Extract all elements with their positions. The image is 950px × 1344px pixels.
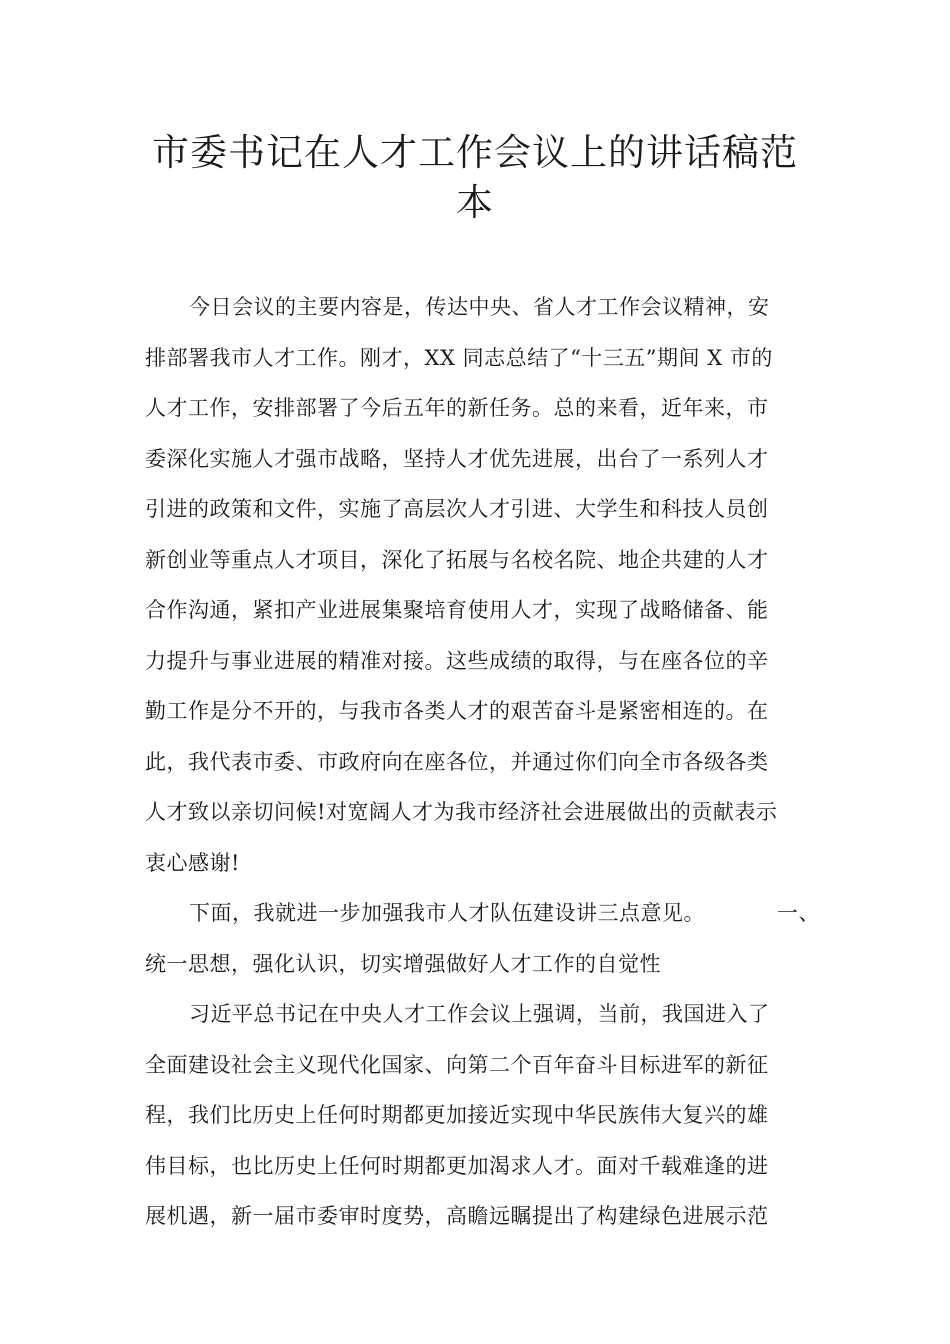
paragraph-line: 人才工作，安排部署了今后五年的新任务。总的来看，近年来，市: [145, 396, 769, 420]
paragraph-line: 习近平总书记在中央人才工作会议上强调，当前，我国进入了: [189, 1002, 770, 1026]
paragraph-line: 今日会议的主要内容是，传达中央、省人才工作会议精神，安: [189, 295, 770, 319]
paragraph-line: 排部署我市人才工作。刚才，XX 同志总结了“十三五”期间 X 市的: [145, 345, 773, 370]
paragraph-line: 此，我代表市委、市政府向在座各位，并通过你们向全市各级各类: [145, 749, 769, 774]
paragraph-line: 伟目标，也比历史上任何时期都更加渴求人才。面对千载难逢的进: [145, 1153, 769, 1178]
paragraph-line: 衷心感谢!: [145, 850, 240, 875]
paragraph-line: 力提升与事业进展的精准对接。这些成绩的取得，与在座各位的辛: [145, 648, 769, 673]
intro-sentence: 下面，我就进一步加强我市人才队伍建设讲三点意见。: [189, 901, 705, 925]
paragraph-line: 新创业等重点人才项目，深化了拓展与名校名院、地企共建的人才: [145, 547, 769, 572]
paragraph-line: [145, 888, 820, 939]
paragraph-line: 人才致以亲切问候!对宽阔人才为我市经济社会进展做出的贡献表示: [145, 800, 778, 824]
paragraph-line: 全面建设社会主义现代化国家、向第二个百年奋斗目标进军的新征: [145, 1052, 769, 1077]
title-line-1: 市委书记在人才工作会议上的讲话稿范: [152, 131, 798, 174]
section-number: 一、: [777, 901, 820, 925]
title-line-2: 本: [456, 181, 494, 224]
paragraph-line: 引进的政策和文件，实施了高层次人才引进、大学生和科技人员创: [145, 497, 769, 521]
paragraph-line: 合作沟通，紧扣产业进展集聚培育使用人才，实现了战略储备、能: [145, 598, 769, 622]
paragraph-line: 展机遇，新一届市委审时度势，高瞻远瞩提出了构建绿色进展示范: [145, 1204, 769, 1228]
paragraph-line: 勤工作是分不开的，与我市各类人才的艰苦奋斗是紧密相连的。在: [145, 699, 769, 723]
document-title: [140, 128, 810, 228]
section-heading: 统一思想，强化认识，切实增强做好人才工作的自觉性: [145, 951, 661, 976]
paragraph-line: 委深化实施人才强市战略，坚持人才优先进展，出台了一系列人才: [145, 446, 769, 471]
document-body: [145, 282, 820, 1242]
paragraph-line: 程，我们比历史上任何时期都更加接近实现中华民族伟大复兴的雄: [145, 1103, 769, 1127]
